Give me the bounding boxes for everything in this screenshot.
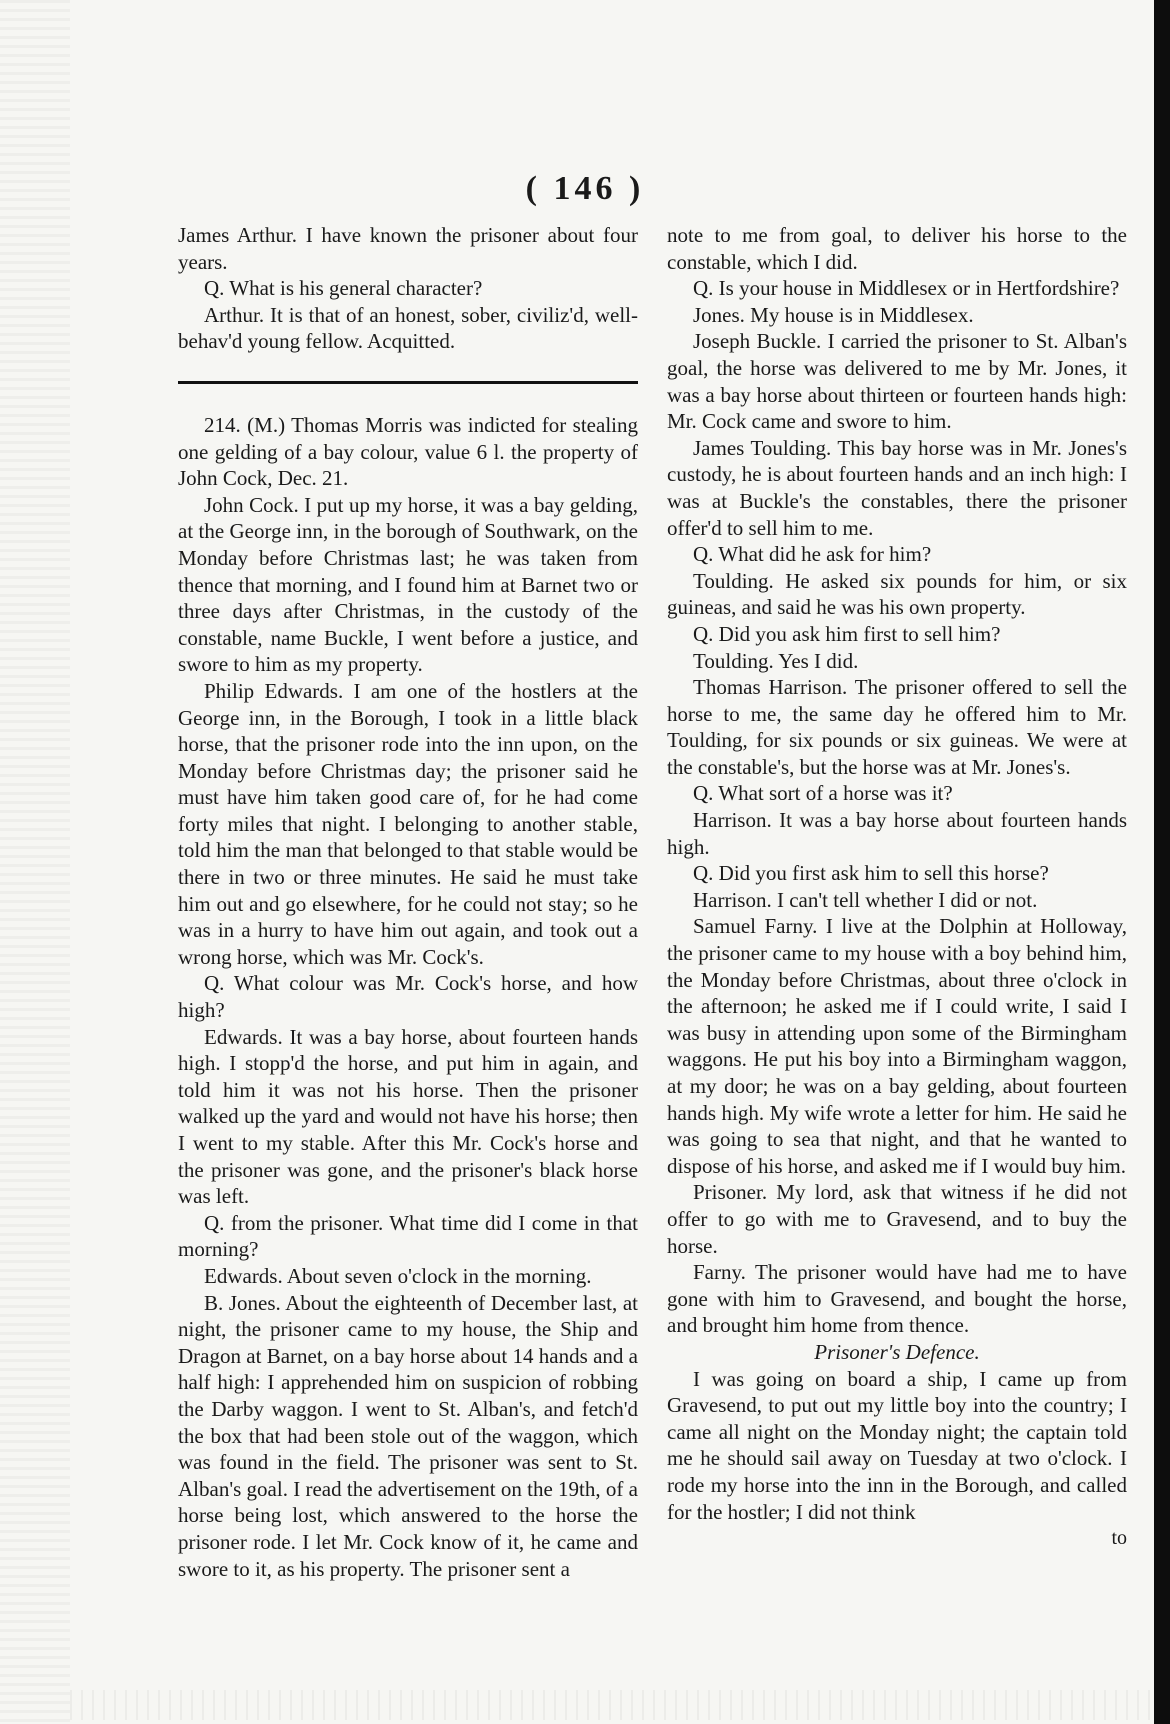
paragraph: James Toulding. This bay horse was in Mr. Jones's custody, he is about fourteen hands and an inch high: I was at Buckle's the constables, there the prisoner offer'd to sell him to me. [667,435,1127,540]
paragraph: Q. What is his general character? [204,276,483,301]
paragraph: Philip Edwards. I am one of the hostlers at the George inn, in the Borough, I took in a little black horse, that the prisoner rode into the inn upon, on the Monday before Christmas day; the prisoner said he must have him taken good care of, for he had come forty miles that night. I belonging to another stable, told him the man that belonged to that stable would be there in two or three minutes. He said he must take him out and go elsewhere, for he could not stay; so he was in a hurry to have him out again, and took out a wrong horse, which was Mr. Cock's. [178,678,638,969]
paragraph: John Cock. I put up my horse, it was a bay gelding, at the George inn, in the borough of Southwark, on the Monday before Christmas last; he was taken from thence that morning, and I found him at Barnet two or three days after Christmas, in the custody of the constable, name Buckle, I went before a justice, and swore to him as my property. [178,492,638,677]
paragraph: Joseph Buckle. I carried the prisoner to St. Alban's goal, the horse was delivered to me by Mr. Jones, it was a bay horse about thirteen or fourteen hands high: Mr. Cock came and swore to him. [667,329,1127,434]
left-column [178,222,638,1582]
paragraph: Edwards. It was a bay horse, about fourteen hands high. I stopp'd the horse, and put him in again, and told him it was not his horse. Then the prisoner walked up the yard and would not have his horse; then I went to my stable. After this Mr. Cock's horse and the prisoner was gone, and the prisoner's black horse was left. [178,1024,638,1209]
paragraph: Q. Is your house in Middlesex or in Hertfordshire? [693,276,1120,301]
paragraph: Farny. The prisoner would have had me to have gone with him to Gravesend, and bought the horse, and brought him home from thence. [667,1260,1127,1338]
paragraph: I was going on board a ship, I came up from Gravesend, to put out my little boy into the country; I came all night on the Monday night; the captain told me he should sail away on Tuesday at two o'clock. I rode my horse into the inn in the Borough, and called for the hostler; I did not think [667,1366,1127,1524]
paragraph: Toulding. Yes I did. [693,648,859,673]
paragraph: Samuel Farny. I live at the Dolphin at Holloway, the prisoner came to my house with a boy behind him, the Monday before Christmas, about three o'clock in the afternoon; he asked me if I could write, I said I was busy in attending upon some of the Birmingham waggons. He put his boy into a Birmingham waggon, at my door; he was on a bay gelding, about fourteen hands high. My wife wrote a letter for him. He said he was going to sea that night, and that he wanted to dispose of his horse, and asked me if I would buy him. [667,914,1127,1178]
scan-bottom-noise [70,1690,1154,1720]
paragraph: Jones. My house is in Middlesex. [693,302,974,327]
paragraph: James Arthur. I have known the prisoner about four years. [178,223,638,274]
paragraph: Q. What sort of a horse was it? [693,781,953,806]
paragraph: Q. What did he ask for him? [693,542,932,567]
paragraph: Arthur. It is that of an honest, sober, civiliz'd, well-behav'd young fellow. Acquitted. [178,302,638,354]
catchword: to [1111,1527,1127,1550]
scan-binding-edge [1154,0,1170,1724]
paragraph: Edwards. About seven o'clock in the morning. [204,1263,592,1288]
paragraph: Q. from the prisoner. What time did I come in that morning? [178,1210,638,1262]
paragraph: Q. Did you first ask him to sell this horse? [693,861,1049,886]
indictment-paragraph: 214. (M.) Thomas Morris was indicted for stealing one gelding of a bay colour, value 6 l. the property of John Cock, Dec. 21. [178,412,638,491]
defence-heading: Prisoner's Defence. [814,1339,980,1364]
paragraph: Q. What colour was Mr. Cock's horse, and how high? [178,971,638,1023]
page-number: ( 146 ) [525,170,645,207]
section-divider [178,381,638,384]
scan-margin-shadow [0,0,70,1724]
paragraph: Harrison. It was a bay horse about fourteen hands high. [667,808,1127,859]
paragraph: note to me from goal, to deliver his horse to the constable, which I did. [667,223,1127,274]
paragraph: Harrison. I can't tell whether I did or not. [693,887,1038,912]
paragraph: Thomas Harrison. The prisoner offered to sell the horse to me, the same day he offered him to Mr. Toulding, for six pounds or six guineas. We were at the constable's, but the horse was at Mr. Jones's. [667,675,1127,779]
right-column [667,222,1127,1552]
paragraph: Prisoner. My lord, ask that witness if he did not offer to go with me to Gravesend, and to buy the horse. [667,1180,1127,1258]
paragraph: Q. Did you ask him first to sell him? [693,621,1001,646]
paragraph: B. Jones. About the eighteenth of December last, at night, the prisoner came to my house, the Ship and Dragon at Barnet, on a bay horse about 14 hands and a half high: I apprehended him on suspicion of robbing the Darby waggon. I went to St. Alban's, and fetch'd the box that had been stole out of the waggon, which was found in the field. The prisoner was sent to St. Alban's goal. I read the advertisement on the 19th, of a horse being lost, which answered to the horse the prisoner rode. I let Mr. Cock know of it, he came and swore to it, as his property. The prisoner sent a [178,1290,638,1581]
paragraph: Toulding. He asked six pounds for him, or six guineas, and said he was his own property. [667,568,1127,620]
